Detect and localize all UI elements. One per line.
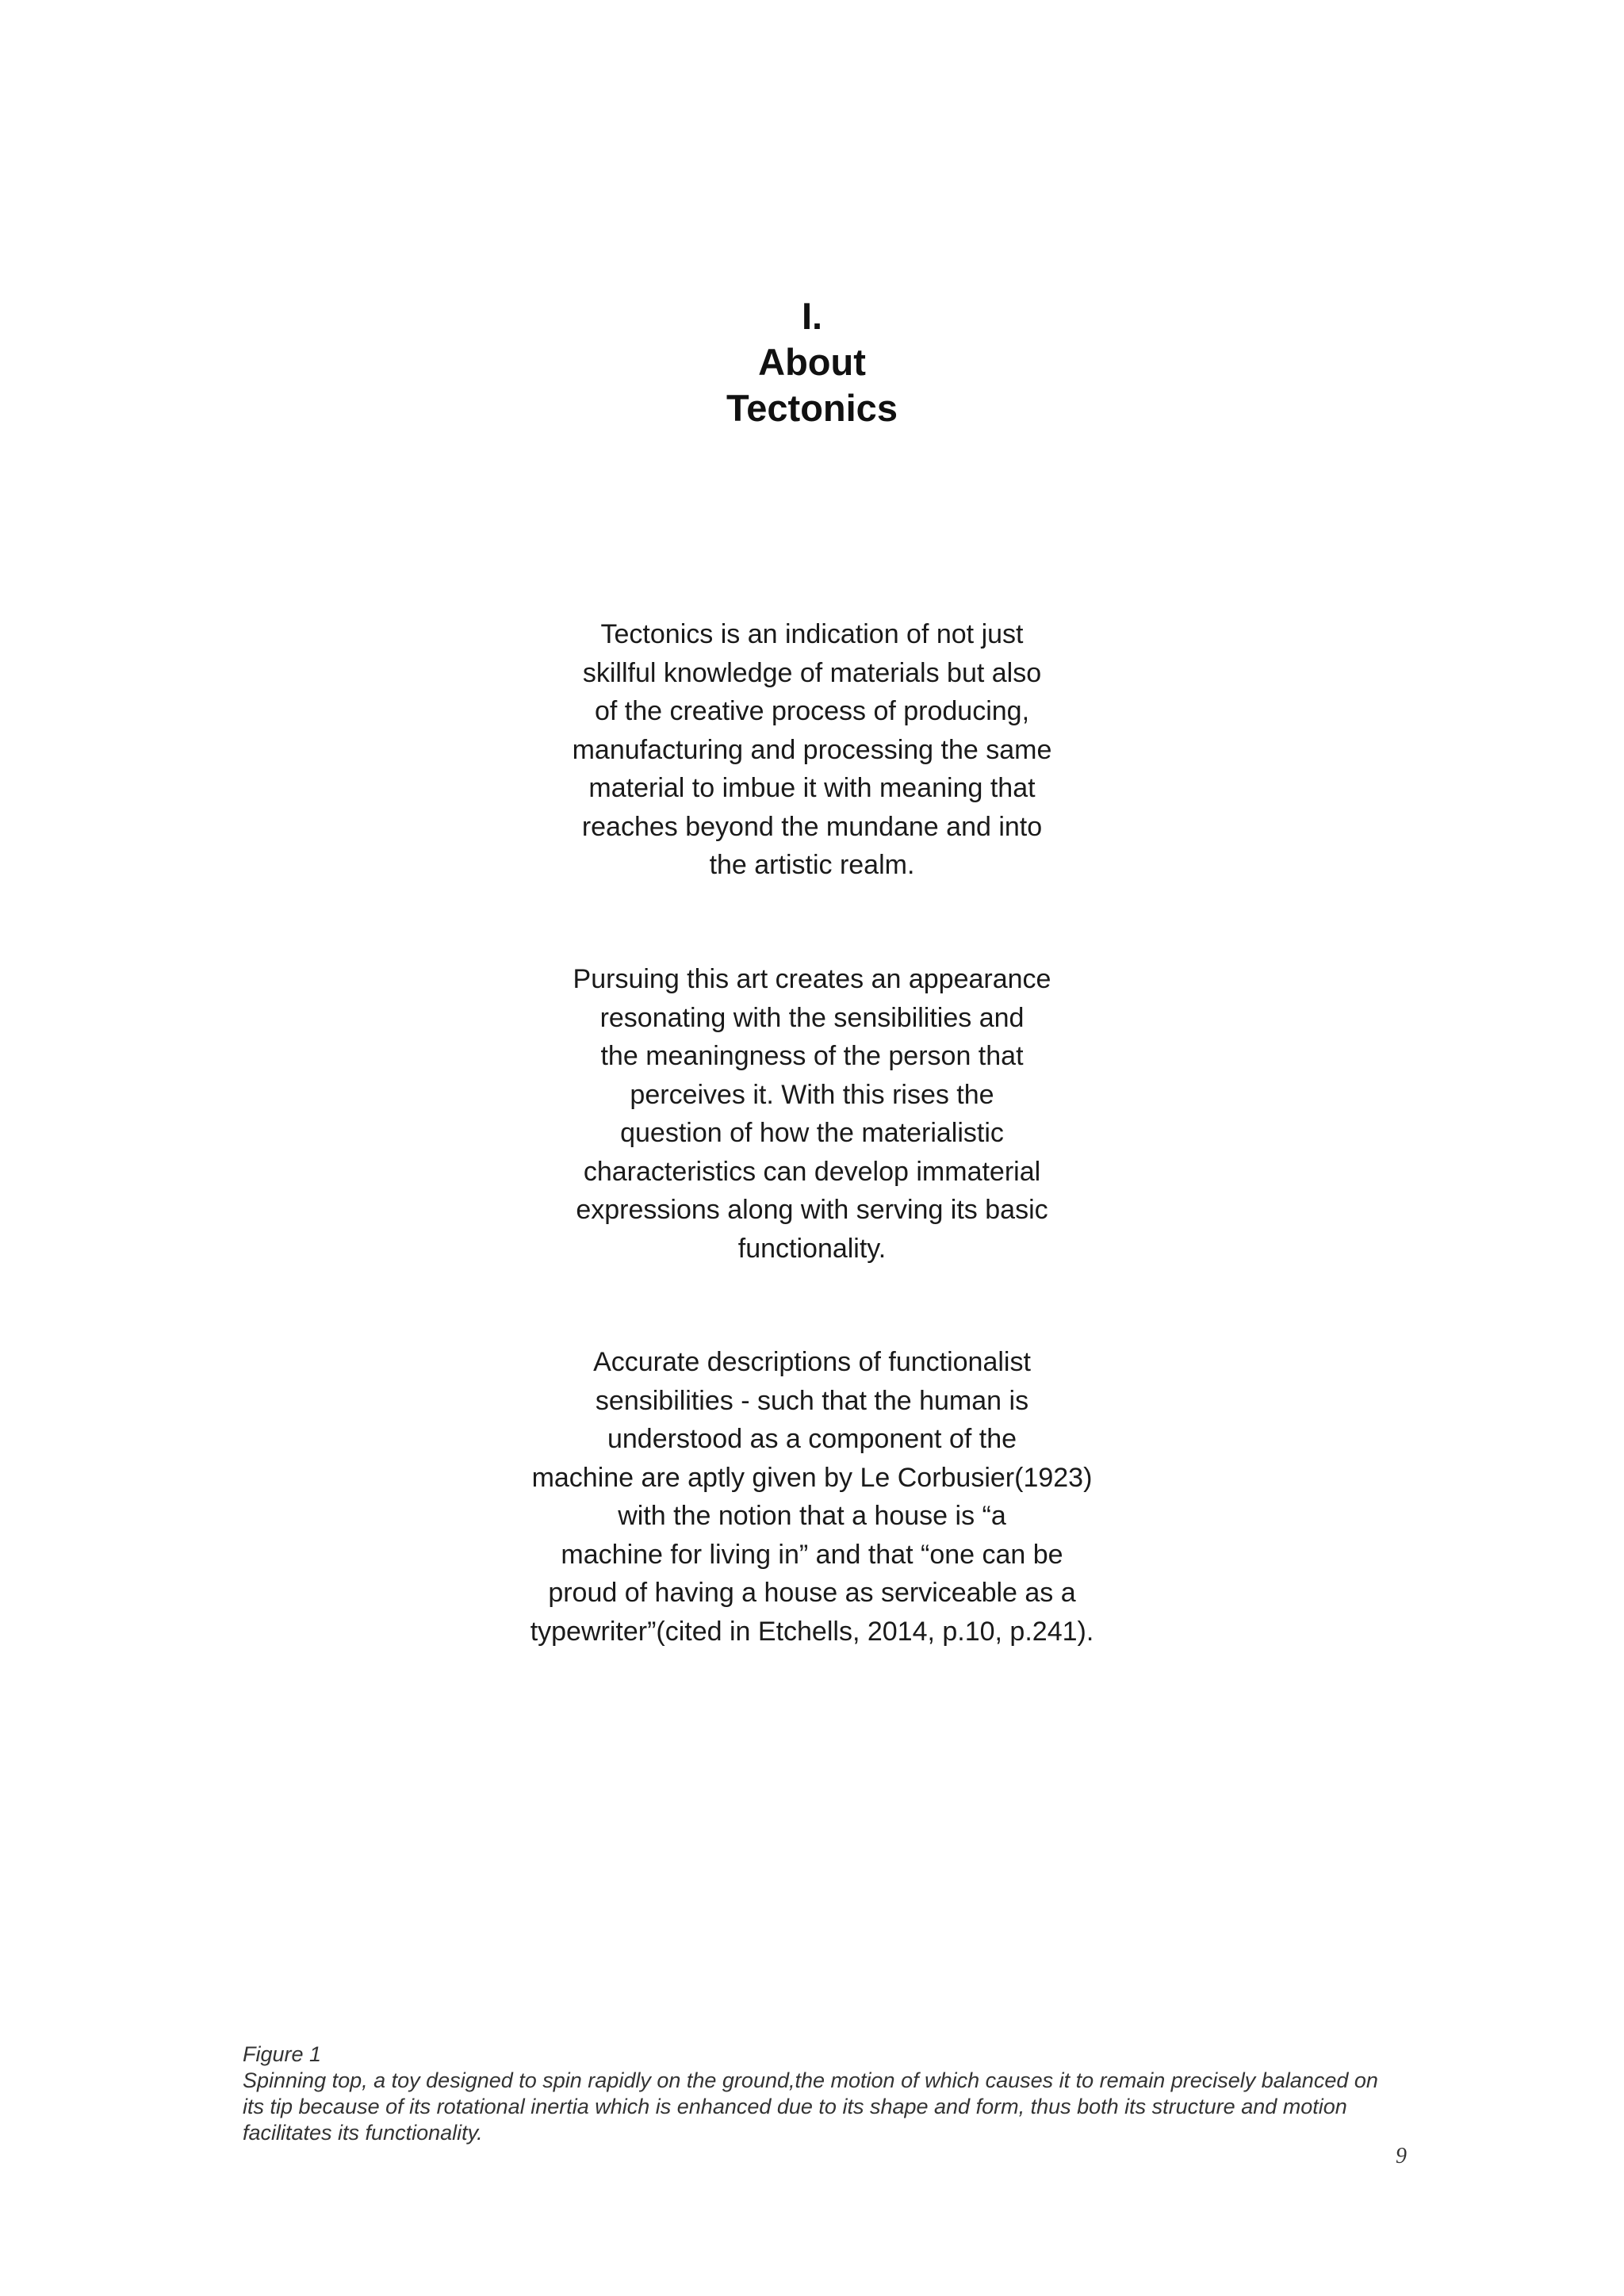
paragraph-line: Tectonics is an indication of not just xyxy=(600,619,1024,649)
paragraph-3 xyxy=(416,1343,1208,1651)
paragraph-line: characteristics can develop immaterial xyxy=(583,1156,1041,1187)
paragraph-line: skillful knowledge of materials but also xyxy=(582,657,1042,688)
caption-line: its tip because of its rotational inertia which is enhanced due to its shape and form, thus both its structure and motion xyxy=(243,2095,1347,2118)
paragraph-line: the artistic realm. xyxy=(709,850,915,880)
paragraph-line: perceives it. With this rises the xyxy=(630,1079,994,1110)
paragraph-line: question of how the materialistic xyxy=(620,1118,1004,1148)
paragraph-line: the meaningness of the person that xyxy=(600,1041,1024,1071)
paragraph-line: sensibilities - such that the human is xyxy=(595,1385,1029,1416)
paragraph-line: expressions along with serving its basic xyxy=(576,1195,1048,1225)
chapter-number: I. xyxy=(801,295,823,337)
paragraph-line: reaches beyond the mundane and into xyxy=(581,811,1043,842)
paragraph-line: of the creative process of producing, xyxy=(594,696,1030,726)
paragraph-line: understood as a component of the xyxy=(607,1424,1017,1454)
caption-line: Spinning top, a toy designed to spin rapidly on the ground,the motion of which causes it to remain precisely balanced on xyxy=(243,2068,1378,2092)
paragraph-line: Pursuing this art creates an appearance xyxy=(573,964,1051,994)
figure-label: Figure 1 xyxy=(243,2042,322,2066)
paragraph-line: proud of having a house as serviceable as a xyxy=(548,1578,1076,1608)
paragraph-line: typewriter”(cited in Etchells, 2014, p.10, p.241). xyxy=(530,1616,1094,1647)
chapter-title-line-2: Tectonics xyxy=(726,387,898,429)
paragraph-line: functionality. xyxy=(737,1233,887,1264)
paragraph-line: machine for living in” and that “one can be xyxy=(561,1539,1063,1570)
paragraph-1 xyxy=(416,615,1208,885)
paragraph-line: material to imbue it with meaning that xyxy=(588,773,1036,803)
paragraph-line: resonating with the sensibilities and xyxy=(599,1002,1025,1033)
paragraph-line: Accurate descriptions of functionalist xyxy=(593,1347,1031,1377)
chapter-heading xyxy=(0,293,1624,431)
figure-caption xyxy=(243,2042,1511,2146)
paragraph-line: with the notion that a house is “a xyxy=(618,1501,1006,1531)
caption-line: facilitates its functionality. xyxy=(243,2121,483,2145)
chapter-title-line-1: About xyxy=(758,341,866,383)
paragraph-2 xyxy=(416,960,1208,1268)
paragraph-line: manufacturing and processing the same xyxy=(572,734,1052,765)
page-number: 9 xyxy=(1396,2144,1407,2168)
paragraph-line: machine are aptly given by Le Corbusier(1923) xyxy=(531,1462,1093,1493)
